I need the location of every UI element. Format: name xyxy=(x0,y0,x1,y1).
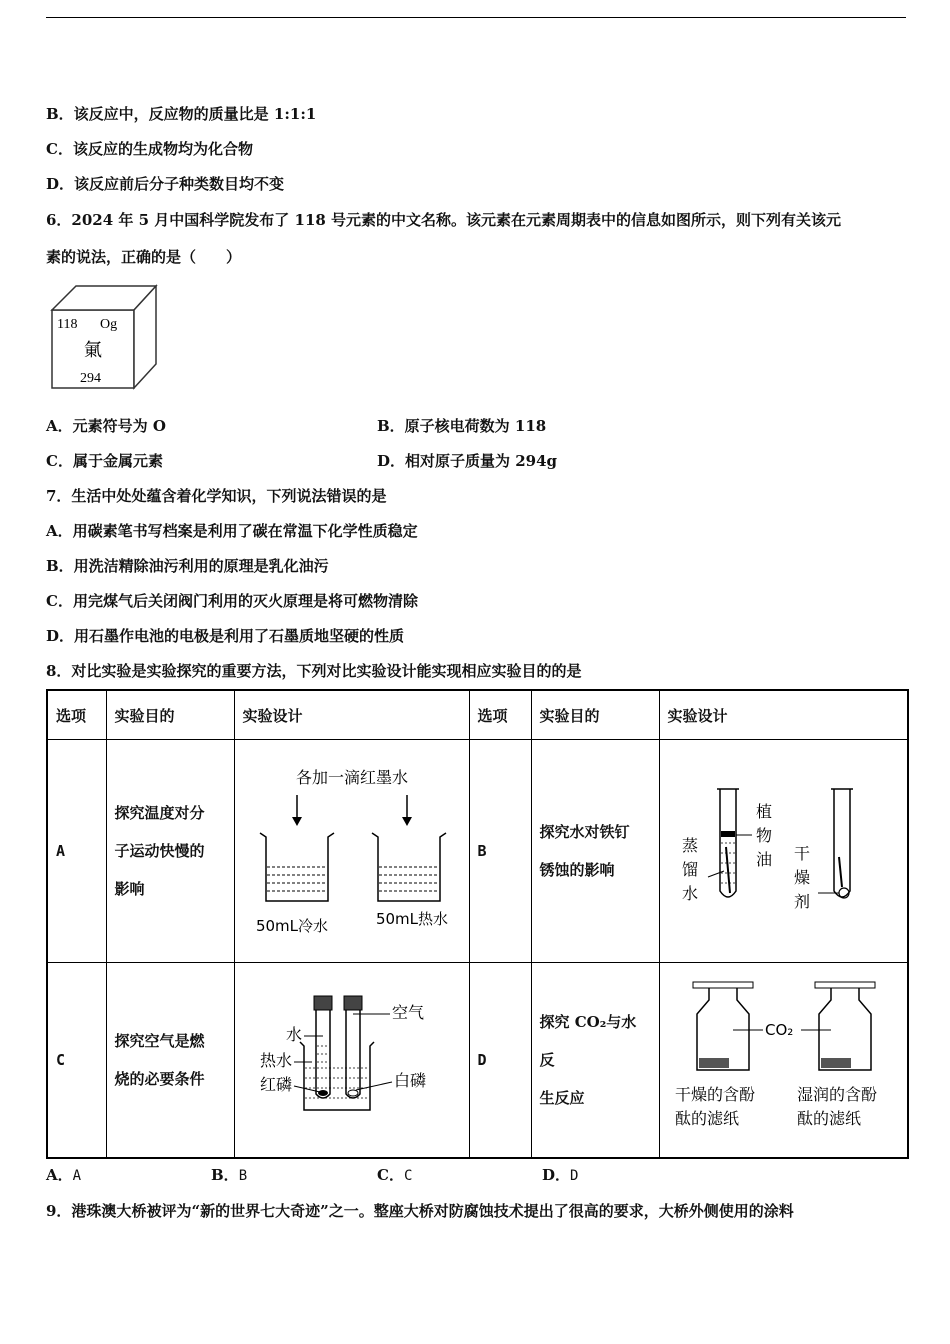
svg-text:50mL热水: 50mL热水 xyxy=(375,910,448,928)
row-d-design xyxy=(659,963,908,1159)
q6-option-a: A．元素符号为 O xyxy=(46,417,166,435)
row-a-purpose: 探究温度对分 子运动快慢的 影响 xyxy=(106,740,234,963)
svg-text:水: 水 xyxy=(285,1025,302,1044)
row-c-option: C xyxy=(47,963,106,1159)
svg-text:物: 物 xyxy=(756,826,773,845)
q6-option-d: D．相对原子质量为 294g xyxy=(377,452,558,470)
table-row xyxy=(47,740,908,963)
svg-text:蒸: 蒸 xyxy=(682,836,699,855)
svg-text:剂: 剂 xyxy=(794,892,811,911)
svg-text:空气: 空气 xyxy=(391,1003,424,1022)
svg-text:酞的滤纸: 酞的滤纸 xyxy=(675,1109,740,1128)
svg-text:馏: 馏 xyxy=(682,860,699,879)
q6-stem-line2: 素的说法，正确的是（ ） xyxy=(46,248,242,266)
q8-answer-c: C．C xyxy=(377,1166,413,1184)
svg-text:湿润的含酚: 湿润的含酚 xyxy=(797,1085,878,1104)
q7-option-d: D．用石墨作电池的电极是利用了石墨质地坚硬的性质 xyxy=(46,627,405,645)
phosphorus-diagram xyxy=(242,970,462,1150)
header-option-2: 选项 xyxy=(469,690,531,740)
row-a-design xyxy=(234,740,469,963)
svg-text:各加一滴红墨水: 各加一滴红墨水 xyxy=(295,768,408,787)
svg-text:干: 干 xyxy=(794,844,811,863)
q5-option-d: D．该反应前后分子种类数目均不变 xyxy=(46,175,285,193)
row-a-option: A xyxy=(47,740,106,963)
svg-text:燥: 燥 xyxy=(794,868,811,887)
q8-answer-a: A．A xyxy=(46,1166,82,1184)
q5-option-b: B．该反应中，反应物的质量比是 1:1:1 xyxy=(46,105,317,123)
svg-text:红磷: 红磷 xyxy=(259,1075,292,1094)
element-tile-figure xyxy=(48,284,160,394)
svg-text:酞的滤纸: 酞的滤纸 xyxy=(797,1109,862,1128)
element-number: 118 xyxy=(57,317,78,332)
row-d-option: D xyxy=(469,963,531,1159)
q8-answer-d: D．D xyxy=(542,1166,579,1184)
svg-text:50mL冷水: 50mL冷水 xyxy=(255,917,328,935)
table-row xyxy=(47,963,908,1159)
q6-stem-line1: 6．2024 年 5 月中国科学院发布了 118 号元素的中文名称。该元素在元素周期表中的信息如图所示，则下列有关该元 xyxy=(46,211,842,229)
test-tube-diagram xyxy=(668,751,898,951)
q8-answer-b: B．B xyxy=(211,1166,248,1184)
header-design-2: 实验设计 xyxy=(659,690,908,740)
q5-option-c: C．该反应的生成物均为化合物 xyxy=(46,140,253,158)
beaker-diagram xyxy=(242,751,462,951)
q8-stem: 8．对比实验是实验探究的重要方法，下列对比实验设计能实现相应实验目的的是 xyxy=(46,662,582,680)
table-header-row xyxy=(47,690,908,740)
header-option: 选项 xyxy=(47,690,106,740)
svg-text:水: 水 xyxy=(682,884,699,903)
svg-text:干燥的含酚: 干燥的含酚 xyxy=(675,1085,756,1104)
q7-option-c: C．用完煤气后关闭阀门利用的灭火原理是将可燃物清除 xyxy=(46,592,418,610)
q6-option-b: B．原子核电荷数为 118 xyxy=(377,417,547,435)
q7-option-a: A．用碳素笔书写档案是利用了碳在常温下化学性质稳定 xyxy=(46,522,418,540)
element-symbol: Og xyxy=(100,317,118,332)
header-design: 实验设计 xyxy=(234,690,469,740)
row-b-design xyxy=(659,740,908,963)
row-d-purpose: 探究 CO₂与水反 生反应 xyxy=(531,963,659,1159)
svg-text:油: 油 xyxy=(756,850,773,869)
row-b-purpose: 探究水对铁钉 锈蚀的影响 xyxy=(531,740,659,963)
header-purpose: 实验目的 xyxy=(106,690,234,740)
row-b-option: B xyxy=(469,740,531,963)
q7-stem: 7．生活中处处蕴含着化学知识，下列说法错误的是 xyxy=(46,487,387,505)
q7-option-b: B．用洗洁精除油污利用的原理是乳化油污 xyxy=(46,557,329,575)
svg-text:CO₂: CO₂ xyxy=(765,1021,794,1039)
q6-option-c: C．属于金属元素 xyxy=(46,452,163,470)
experiment-table xyxy=(46,689,909,1159)
co2-bottle-diagram xyxy=(663,970,903,1150)
row-c-design xyxy=(234,963,469,1159)
q9-stem: 9．港珠澳大桥被评为“新的世界七大奇迹”之一。整座大桥对防腐蚀技术提出了很高的要求，大桥外侧使用的涂料 xyxy=(46,1202,794,1220)
element-name: 氭 xyxy=(84,340,102,361)
row-c-purpose: 探究空气是燃 烧的必要条件 xyxy=(106,963,234,1159)
header-purpose-2: 实验目的 xyxy=(531,690,659,740)
element-mass: 294 xyxy=(80,371,101,386)
svg-text:植: 植 xyxy=(756,802,773,821)
header-rule xyxy=(46,17,906,18)
svg-text:热水: 热水 xyxy=(259,1051,292,1070)
svg-text:白磷: 白磷 xyxy=(393,1071,426,1090)
